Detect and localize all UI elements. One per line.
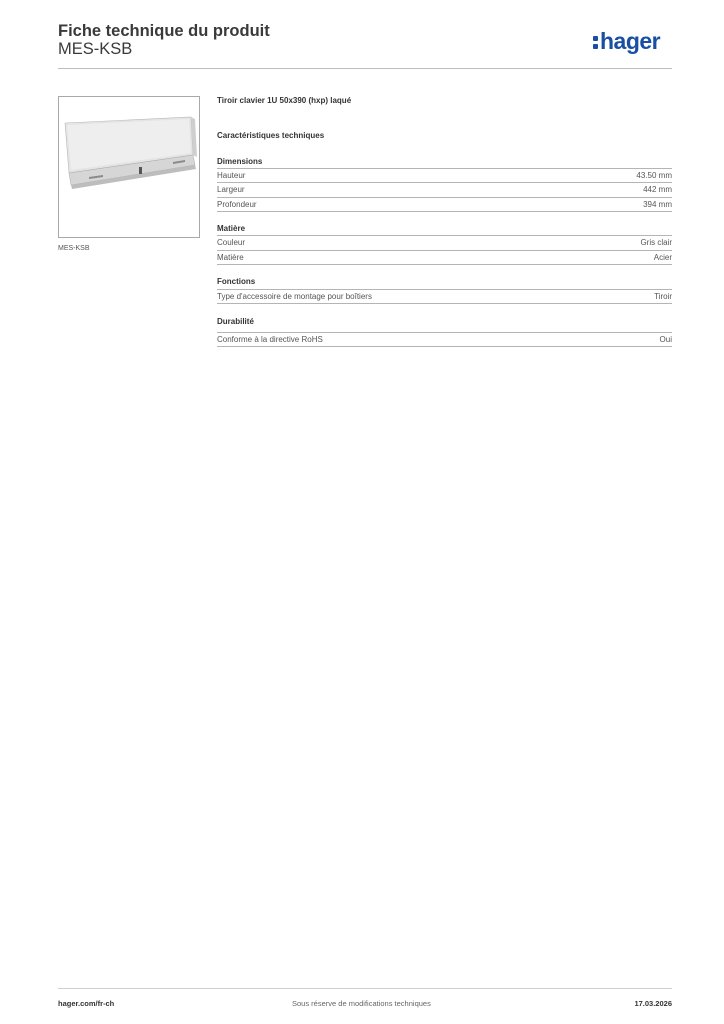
logo-wordmark: hager [600, 28, 661, 54]
spec-row-rohs [217, 332, 672, 346]
spec-row-height [217, 168, 672, 182]
spec-label: Largeur [217, 185, 245, 194]
footer-website-link[interactable]: hager.com/fr-ch [58, 999, 115, 1008]
footer-notice: Sous réserve de modifications techniques [292, 999, 431, 1008]
spec-value: 43.50 mm [636, 171, 672, 180]
spec-value: Acier [653, 253, 672, 262]
spec-value: 394 mm [643, 200, 672, 209]
spec-label: Type d'accessoire de montage pour boîtiers [217, 292, 372, 301]
spec-row-material [217, 250, 672, 264]
spec-value: Tiroir [654, 292, 672, 301]
spec-value: 442 mm [643, 185, 672, 194]
header-divider [58, 68, 672, 69]
spec-row-depth [217, 197, 672, 211]
section-title-dimensions: Dimensions [217, 157, 263, 166]
section-title-material: Matière [217, 224, 246, 233]
section-end-divider [217, 264, 672, 265]
spec-row-width [217, 182, 672, 196]
section-end-divider [217, 346, 672, 347]
spec-label: Profondeur [217, 200, 257, 209]
document-title: Fiche technique du produit [58, 22, 270, 40]
footer-divider [58, 988, 672, 989]
product-description: Tiroir clavier 1U 50x390 (hxp) laqué [217, 96, 352, 105]
section-title-functions: Fonctions [217, 277, 256, 286]
section-title-durability: Durabilité [217, 317, 254, 326]
spec-row-accessory-type [217, 289, 672, 303]
footer-date: 17.03.2026 [634, 999, 672, 1008]
logo-dots-icon [593, 32, 598, 50]
section-end-divider [217, 303, 672, 304]
spec-label: Hauteur [217, 171, 246, 180]
spec-label: Matière [217, 253, 244, 262]
spec-heading: Caractéristiques techniques [217, 131, 325, 140]
spec-label: Conforme à la directive RoHS [217, 335, 323, 344]
spec-value: Oui [659, 335, 672, 344]
spec-label: Couleur [217, 238, 246, 247]
spec-value: Gris clair [640, 238, 672, 247]
hager-logo [593, 27, 660, 55]
spec-row-color [217, 235, 672, 249]
product-image [58, 96, 200, 238]
product-code: MES-KSB [58, 40, 133, 58]
section-end-divider [217, 211, 672, 212]
drawer-illustration [59, 97, 199, 237]
image-caption: MES-KSB [58, 245, 90, 252]
